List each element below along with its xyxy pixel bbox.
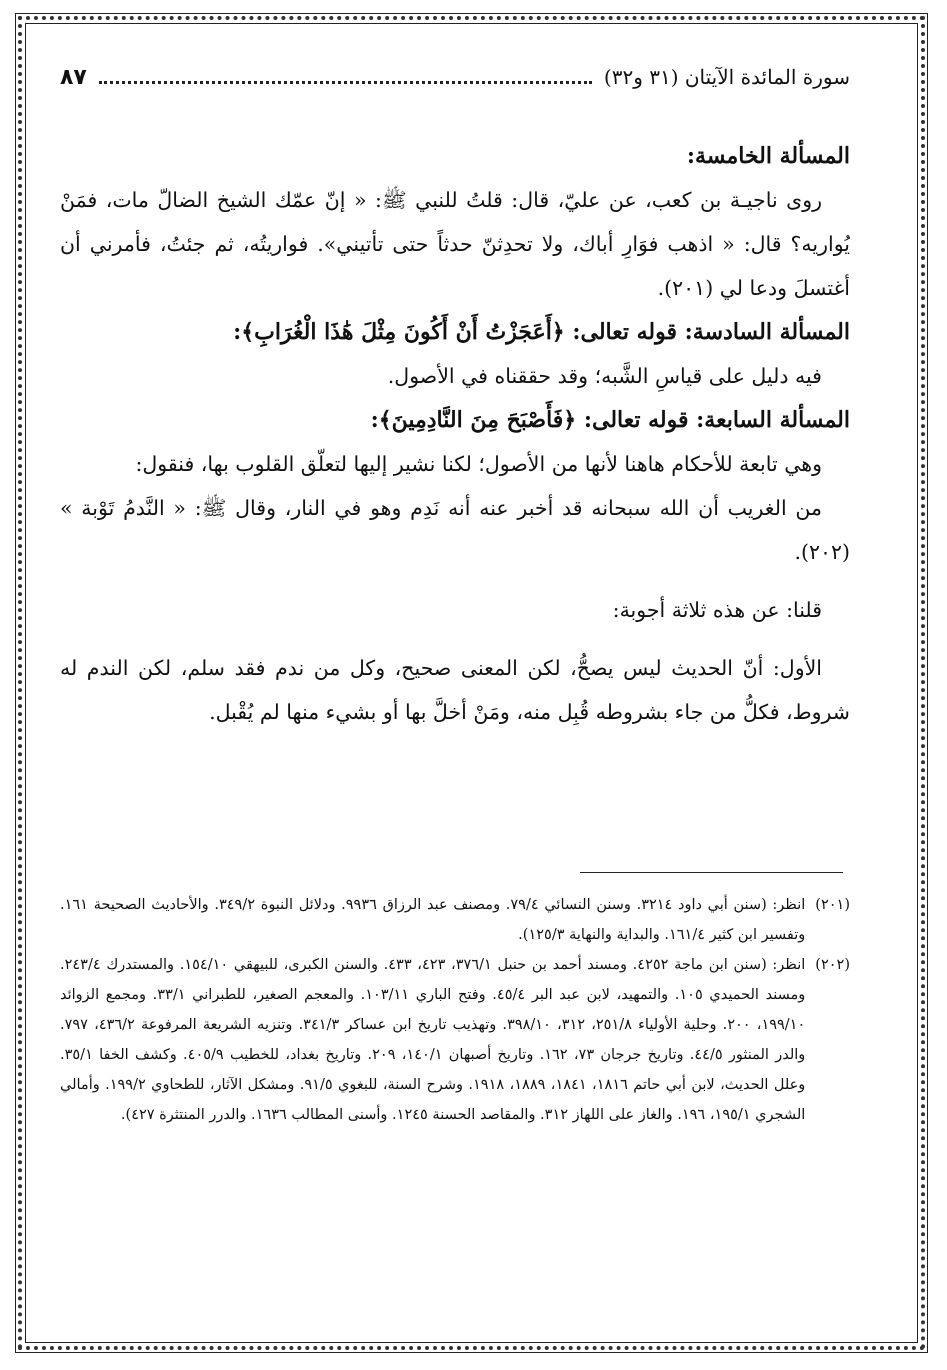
- footnote-201: [60, 890, 850, 950]
- footnote-separator: [580, 872, 843, 873]
- heading-issue-6-quran: ﴿أَعَجَزْتُ أَنْ أَكُونَ مِثْلَ هَٰذَا الْغُرَابِ﴾:: [233, 319, 565, 345]
- paragraph-issue-7d: الأول: أنّ الحديث ليس يصحُّ، لكن المعنى صحيح، وكل من ندم فقد سلم، لكن الندم له شروط، فكلُّ من جاء بشروطه قُبِل منه، ومَنْ أخلَّ بها أو بشيء منها لم يُقْبل.: [60, 656, 850, 724]
- main-text: [60, 134, 850, 734]
- header-dot-leader: [99, 71, 592, 84]
- footnote-number: (٢٠٢): [815, 957, 850, 973]
- heading-issue-7-label: المسألة السابعة: قوله تعالى:: [583, 407, 850, 433]
- heading-issue-6: [60, 310, 850, 354]
- footnotes: [60, 890, 850, 1130]
- paragraph-issue-7a: وهي تابعة للأحكام هاهنا لأنها من الأصول؛ لكنا نشير إليها لتعلّق القلوب بها، فنقول:: [135, 452, 822, 476]
- footnote-text: انظر: (سنن ابن ماجة ٤٢٥٢. ومسند أحمد بن حنبل ٣٧٦/١، ٤٢٣، ٤٣٣. والسنن الكبرى، للبيهقي ١٥٤/١٠. والمستدرك ٢٤٣/٤. ومسند الحميدي ١٠٥. والتمهيد، لابن عبد البر ٤٥/٤. وفتح الباري ١٠٣/١١. والمعجم الصغير، للطبراني ٣٣/١. ومجمع الزوائد ١٩٩/١٠، ٢٠٠. وحلية الأولياء ٢٥١/٨، ٣١٢، ٣٩٨/١٠. وتهذيب تاريخ ابن عساكر ٣٤١/٣. وتنزيه الشريعة المرفوعة ٤٣٦/٢، ٧٩٧. والدر المنثور ٤٤/٥. وتاريخ جرجان ٧٣، ١٦٢. وتاريخ أصبهان ١٤٠/١، ٢٠٩. وتاريخ بغداد، للخطيب ٤٠٥/٩. وكشف الخفا ٣٥/١. وعلل الحديث، لابن أبي حاتم ١٨١٦، ١٨٤١، ١٨٨٩، ١٩١٨. وشرح السنة، للبغوي ٩١/٥. ومشكل الآثار، للطحاوي ١٩٩/٢. وأمالي الشجري ١٩٥/١، ١٩٦. والغاز على اللهاز ٣١٢. والمقاصد الحسنة ١٢٤٥. وأسنى المطالب ١٦٣٦. والدرر المنتثرة ٤٢٧).: [60, 957, 806, 1123]
- page-number: ٨٧: [60, 64, 87, 90]
- heading-issue-7: [60, 398, 850, 442]
- footnote-202: [60, 950, 850, 1130]
- heading-issue-6-label: المسألة السادسة: قوله تعالى:: [572, 319, 850, 345]
- paragraph-issue-7b: من الغريب أن الله سبحانه قد أخبر عنه أنه نَدِم وهو في النار، وقال ﷺ: « النَّدمُ تَوْبة » (٢٠٢).: [60, 496, 850, 564]
- footnote-text: انظر: (سنن أبي داود ٣٢١٤. وسنن النسائي ٧٩/٤. ومصنف عبد الرزاق ٩٩٣٦. ودلائل النبوة ٣٤٩/٢. والأحاديث الصحيحة ١٦١. وتفسير ابن كثير ١٦١/٤. والبداية والنهاية ١٢٥/٣).: [60, 897, 806, 943]
- heading-issue-5: المسألة الخامسة:: [686, 143, 850, 169]
- header-title: سورة المائدة الآيتان (٣١ و٣٢): [603, 65, 850, 89]
- footnote-number: (٢٠١): [815, 897, 850, 913]
- heading-issue-7-quran: ﴿فَأَصْبَحَ مِنَ النَّادِمِينَ﴾:: [370, 407, 577, 433]
- page-content: [60, 60, 850, 734]
- running-header: [60, 60, 850, 94]
- paragraph-issue-7c: قلنا: عن هذه ثلاثة أجوبة:: [612, 598, 822, 622]
- paragraph-issue-5: روى ناجيـة بن كعب، عن عليّ، قال: قلتُ للنبي ﷺ: « إنّ عمّك الشيخ الضالّ مات، فمَنْ يُواريه؟ قال: « اذهب فوَارِ أباك، ولا تحدِثنّ حدثاً حتى تأتيني». فواريتُه، ثم جئتُ، فأمرني أن أغتسلَ ودعا لي (٢٠١).: [60, 188, 850, 300]
- paragraph-issue-6: فيه دليل على قياسِ الشَّبه؛ وقد حققناه في الأصول.: [387, 364, 822, 388]
